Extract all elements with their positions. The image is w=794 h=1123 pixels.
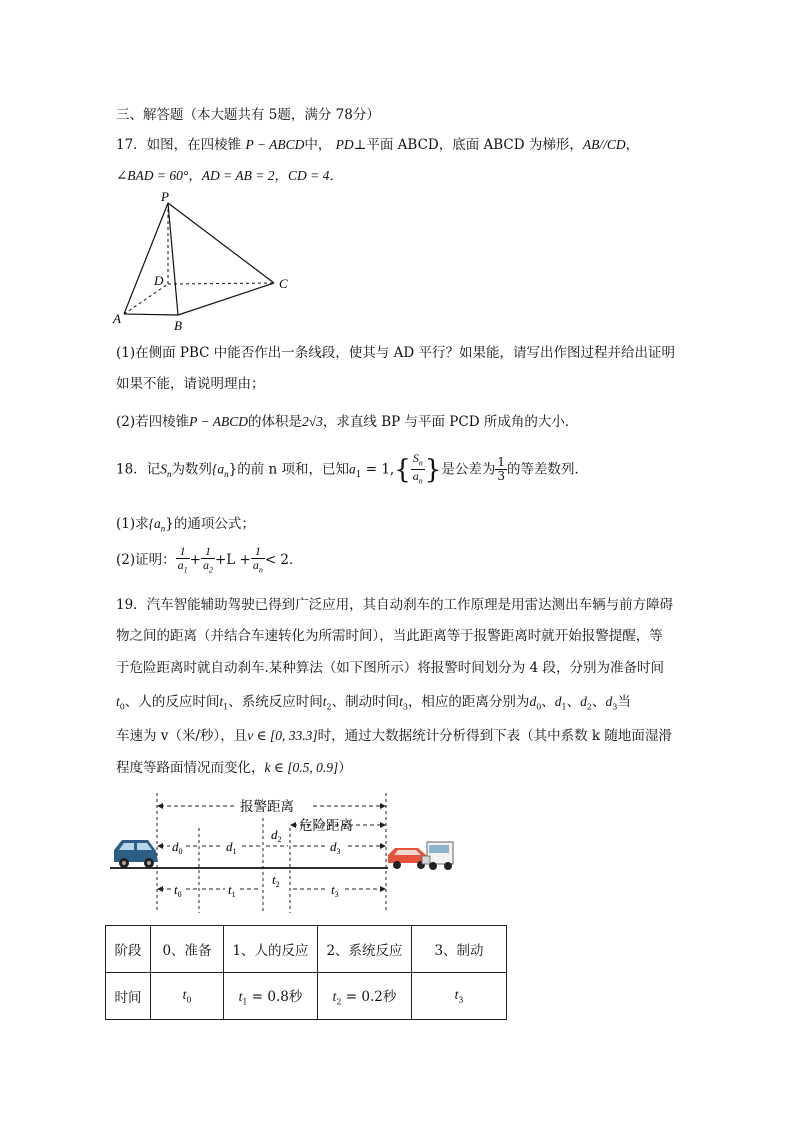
q18-text: 是公差为 [441,461,496,478]
d1-letter: d [226,839,233,854]
q19-text: ，相应的距离分别为 [407,694,530,710]
q18-diff [495,456,507,483]
q17-text: (2)若四棱锥 [116,414,190,430]
t0-sub: 0 [119,702,125,712]
t2-sub: 2 [326,702,332,712]
arrow-left-icon [157,886,163,892]
q18-intro [116,452,588,490]
d0-label [172,839,183,856]
t3: t [454,987,459,1003]
section-header: 三、解答题（本大题共有 5题，满分 78分） [116,107,380,123]
v-range: v ∈ [0, 33.3] [247,728,318,743]
t0: t [182,987,187,1003]
q17-line2: ∠BAD = 60°，AD = AB = 2，CD = 4． [116,168,343,183]
table-header-cell: 阶段 [106,926,151,973]
table-cell [151,973,224,1020]
t0-label [174,882,182,899]
t1-sub: 1 [231,890,236,899]
q18-text: 的等差数列． [506,461,588,478]
arrow-right-icon [380,843,386,849]
q19-text: 程度等路面情况而变化， [116,760,265,776]
frac-1-a1 [176,545,190,576]
t2: t [332,989,337,1005]
q17-part2 [116,410,578,430]
q18-seq-sub: n [160,523,166,534]
den: a [252,558,259,572]
q18-s-sub: n [166,469,172,480]
t3-sub: 3 [334,890,339,899]
q18-seq-close: } [228,461,238,478]
d0-sub: 0 [536,702,542,712]
num: 1 [201,545,215,559]
q17-part1-line2: 如果不能，请说明理由； [116,376,265,392]
q17-text: ，求直线 BP 与平面 PCD 所成角的大小． [322,414,579,430]
d2-label [271,827,282,844]
q18-a1: a [348,461,356,477]
plus: + [189,552,201,569]
t0-sub: 0 [177,890,182,899]
d3-letter: d [330,839,337,854]
q19-text: 、人的反应时间 [124,694,220,710]
q19-text: 时，通过大数据统计分析得到下表（其中系数 k 随地面湿滑 [317,728,672,744]
left-car-icon [114,840,158,868]
d3-label [330,839,341,856]
d2-letter: d [271,827,278,842]
q17-line1 [116,133,639,153]
q19-text: 当 [617,694,631,710]
den-sub: n [258,565,263,575]
q18-a1-val: = 1, [361,461,395,478]
arrow-left-icon [290,822,296,828]
d0-letter: d [172,839,179,854]
q19-line3: 于危险距离时就自动刹车.某种算法（如下图所示）将报警时间划分为 4 段，分别为准备时间 [116,660,664,676]
d3-sub: 3 [612,702,618,712]
label-b: B [174,318,182,333]
t2-sub: 2 [336,997,342,1007]
q17-parallel: AB//CD [582,137,626,152]
d1-sub: 1 [232,847,237,856]
frac-1-an [251,545,265,576]
t2-letter: t [272,872,276,887]
q17-text: ⊥平面 ABCD，底面 ABCD 为梯形， [353,137,583,153]
q17-pyramid-name: P − ABCD [245,137,305,152]
t1-sub: 1 [242,997,248,1007]
q18-part1 [116,512,255,534]
q18-seq: {a [148,516,161,531]
arrow-right-icon [380,803,386,809]
truck-icon [422,842,453,870]
pyramid-figure [108,188,308,336]
q18-seq: {a [211,461,225,477]
q17-pd: PD [335,137,354,152]
braking-diagram [100,788,470,916]
table-cell [318,973,412,1020]
q18-seq-sub: n [224,469,229,480]
t2-sub: 2 [275,880,280,889]
q18-text: 为数列 [171,461,212,478]
den-sub: 1 [183,565,188,575]
q18-text: (1)求 [116,516,149,532]
diff-den: 3 [497,469,505,484]
q19-line6 [116,756,352,776]
edge-pc [168,203,274,283]
edge-dc [168,283,274,284]
t1-letter: t [228,882,232,897]
edge-bc [178,283,274,315]
label-d: D [154,273,164,288]
edge-ad [124,284,168,314]
q17-volume: 2√3 [302,414,323,429]
den: a [177,558,184,572]
q18-brace-open: { [394,454,411,485]
q19-line2: 物之间的距离（并结合车速转化为所需时间），当此距离等于报警距离时就开始报警提醒，等 [116,628,663,644]
d3: d [605,694,613,709]
t2-label [272,872,280,889]
label-p: P [161,189,169,204]
d2-sub: 2 [277,835,282,844]
q18-text: 18．记 [116,461,161,478]
t0-sub: 0 [186,995,192,1005]
q18-text: (2)证明： [116,552,176,569]
d1-label [226,839,237,856]
q19-text: 车速为 v（米/秒），且 [116,728,248,744]
t0-letter: t [174,882,178,897]
table-cell [224,973,318,1020]
t1: t [219,694,224,709]
edge-pa [124,203,168,314]
t2: t [322,694,327,709]
d2-sub: 2 [586,702,592,712]
edge-ab [124,314,178,315]
danger-distance-label: 危险距离 [299,818,353,833]
t3-sub: 3 [402,702,408,712]
d0: d [529,694,537,709]
table-cell [412,973,507,1020]
q18-text: 的前 n 项和，已知 [237,461,349,478]
q17-text: 中， [304,137,332,153]
q17-text: 17．如图，在四棱锥 [116,137,242,153]
q19-text: 、制动时间 [331,694,400,710]
t2-value: = 0.2秒 [341,989,397,1006]
q19-text: 、系统反应时间 [228,694,323,710]
q17-part1-line1: (1)在侧面 PBC 中能否作出一条线段，使其与 AD 平行？如果能，请写出作图过程并给出证明 [116,345,675,361]
table-row [106,926,507,973]
table-header-cell: 3、制动 [412,926,507,973]
t1-label [228,882,236,899]
t3-letter: t [331,882,335,897]
q18-a1-sub: 1 [355,470,362,481]
q17-text: ， [625,137,640,153]
table-header-cell: 1、人的反应 [224,926,318,973]
q18-part2 [116,545,303,576]
t3-label [331,882,339,899]
den-sub: 2 [208,565,213,575]
d2: d [580,694,587,709]
q19-text: ） [338,760,352,776]
num: 1 [251,545,265,559]
q18-seq-close: } [165,516,174,532]
q17-text: 的体积是 [248,414,302,430]
q18-s: S [160,461,167,477]
diff-num: 1 [497,455,505,470]
d1-sub: 1 [561,702,567,712]
q19-line5 [116,724,672,744]
alarm-distance-label: 报警距离 [240,799,294,814]
plus-ellipsis: +L + [214,552,251,569]
frac-1-a2 [201,545,215,576]
edge-pb [168,203,178,315]
q18-brace-close: } [424,454,442,485]
d1: d [554,694,562,709]
frac-num-sub: n [418,458,423,468]
lt-two: < 2． [264,552,303,569]
num: 1 [176,545,190,559]
q18-s-over-a [411,452,425,488]
t0: t [116,694,120,709]
den: a [202,558,209,572]
label-c: C [279,276,288,291]
arrow-right-icon [380,886,386,892]
table-header-cell: 0、准备 [151,926,224,973]
arrow-left-icon [157,843,163,849]
q17-pyramid-name: P − ABCD [189,414,248,429]
q19-line4: $t_0$、人的反应时间$t_1$、系统反应时间$t_2$、制动时间$t_3$，相应的距离分别为$d_0$、$d_1$、$d_2$、$d_3$当 [116,694,631,712]
frac-den-sub: n [418,476,423,486]
label-a: A [113,311,121,326]
arrow-right-icon [380,822,386,828]
q19-line1: 19．汽车智能辅助驾驶已得到广泛应用，其自动刹车的工作原理是用雷达测出车辆与前方障碍 [116,597,674,613]
table-header-cell: 2、系统反应 [318,926,412,973]
table-row-label: 时间 [106,973,151,1020]
q18-text: 的通项公式； [173,516,255,532]
t1-sub: 1 [223,702,229,712]
stage-table [105,925,507,1020]
frac-num: S [412,451,419,465]
table-row [106,973,507,1020]
t1: t [238,989,243,1005]
d0-sub: 0 [178,847,183,856]
d3-sub: 3 [336,847,341,856]
t3: t [399,694,403,709]
frac-den: a [412,469,419,484]
arrow-left-icon [157,803,163,809]
k-range: k ∈ [0.5, 0.9] [264,760,339,775]
t3-sub: 3 [458,995,464,1005]
t1-value: = 0.8秒 [247,989,303,1006]
